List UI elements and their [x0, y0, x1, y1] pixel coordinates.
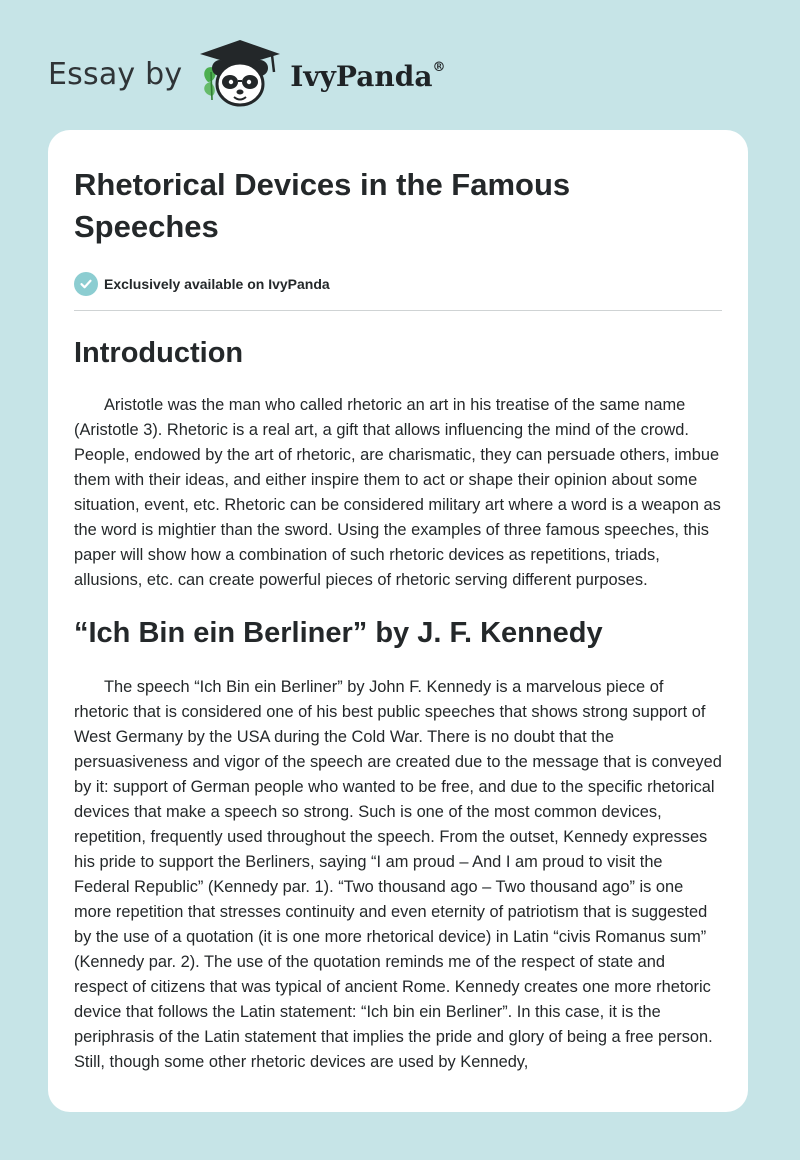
site-header	[48, 34, 445, 114]
panda-graduate-icon	[194, 38, 286, 110]
section-heading-introduction: Introduction	[74, 337, 244, 369]
section-heading-kennedy: “Ich Bin ein Berliner” by J. F. Kennedy	[74, 617, 603, 649]
section-paragraph-introduction: Aristotle was the man who called rhetoric an art in his treatise of the same name (Aristotle 3). Rhetoric is a real art, a gift that allows influencing the mind of the crowd. People, endowed by the art of rhetoric, are charismatic, they can persuade others, imbue them with their ideas, and either inspire them to act or shape their opinion about some situation, event, etc. Rhetoric can be considered military art where a word is a weapon as the word is mightier than the sword. Using the examples of three famous speeches, this paper will show how a combination of such rhetoric devices as repetitions, triads, allusions, etc. can create powerful pieces of rhetoric serving different purposes.	[74, 396, 721, 589]
essay-by-label: Essay by	[48, 56, 183, 92]
check-icon	[74, 272, 98, 296]
essay-card	[48, 130, 748, 1112]
divider	[74, 310, 722, 311]
brand-logo-text	[290, 60, 445, 93]
page-title: Rhetorical Devices in the Famous Speeches	[74, 167, 571, 244]
brand-name: IvyPanda	[290, 59, 433, 93]
registered-mark: ®	[432, 60, 446, 76]
exclusive-label: Exclusively available on IvyPanda	[104, 276, 330, 292]
section-paragraph-kennedy: The speech “Ich Bin ein Berliner” by John F. Kennedy is a marvelous piece of rhetoric that is considered one of his best public speeches that shows strong support of West Germany by the USA during the Cold War. There is no doubt that the persuasiveness and vigor of the speech are created due to the message that is conveyed by it: support of German people who wanted to be free, and due to the specific rhetorical devices that make a speech so strong. Such is one of the most common devices, repetition, frequently used throughout the speech. From the outset, Kennedy expresses his pride to support the Berliners, saying “I am proud – And I am proud to visit the Federal Republic” (Kennedy par. 1). “Two thousand ago – Two thousand ago” is one more repetition that stresses continuity and even eternity of patriotism that is suggested by the use of a quotation (it is one more rhetorical device) in Latin “civis Romanus sum” (Kennedy par. 2). The use of the quotation reminds me of the respect of state and respect of citizens that was typical of ancient Rome. Kennedy creates one more rhetoric device that follows the Latin statement: “Ich bin ein Berliner”. In this case, it is the periphrasis of the Latin statement that implies the pride and glory of being a free person. Still, though some other rhetoric devices are used by Kennedy,	[74, 678, 722, 1071]
exclusive-badge	[74, 272, 722, 296]
